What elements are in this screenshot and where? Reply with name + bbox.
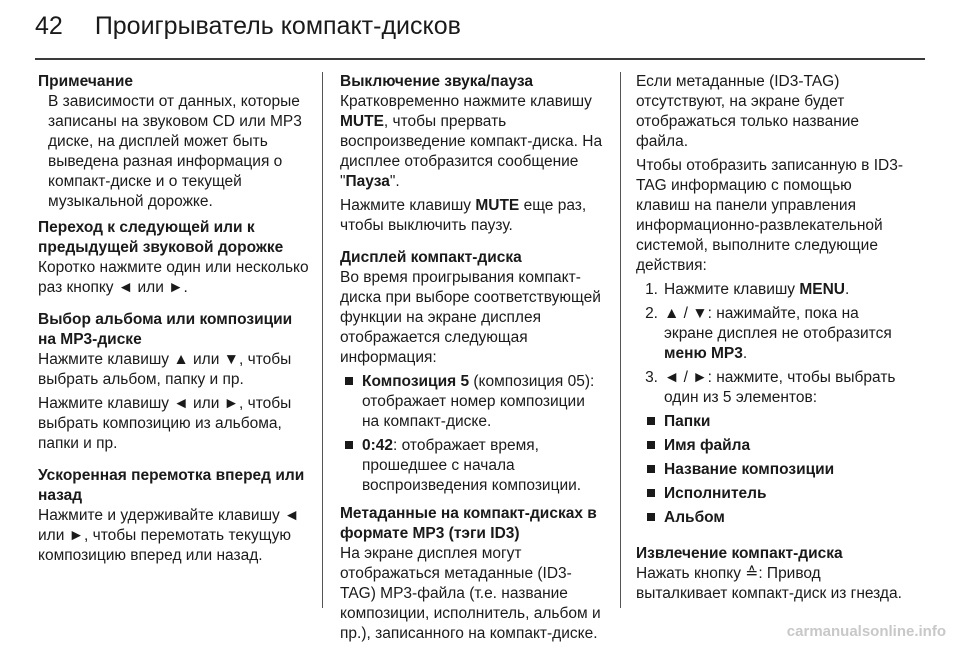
id3-instructions-text: Чтобы отобразить записанную в ID3-TAG информацию с помощью клавиш на панели управления информационно-развлекательной системой, выполните следующие действия: bbox=[636, 157, 903, 274]
note-text: В зависимости от данных, которые записаны на звуковом CD или MP3 диске, на дисплей может быть выведена разная информация о компакт-диске и о текущей музыкальной дорожке. bbox=[48, 93, 302, 210]
bullet-icon bbox=[642, 436, 664, 456]
list-item: Композиция 5 (композиция 05): отображает номер композиции на компакт-диске. bbox=[340, 372, 605, 432]
bullet-icon bbox=[642, 508, 664, 528]
list-item: 0:42: отображает время, прошедшее с начала воспроизведения композиции. bbox=[340, 436, 605, 496]
page-title: Проигрыватель компакт-дисков bbox=[94, 12, 461, 40]
metadata-missing-text: Если метаданные (ID3-TAG) отсутствуют, на экране будет отображаться только название файла. bbox=[636, 73, 860, 150]
metadata-heading: Метаданные на компакт-дисках в формате MP3 (тэги ID3) bbox=[340, 505, 597, 542]
list-item: Альбом bbox=[642, 508, 908, 528]
header-divider bbox=[35, 58, 925, 60]
list-item: Исполнитель bbox=[642, 484, 908, 504]
page-number: 42 bbox=[35, 12, 63, 40]
list-item: Папки bbox=[642, 412, 908, 432]
eject-heading: Извлечение компакт-диска bbox=[636, 545, 843, 562]
note-heading: Примечание bbox=[38, 73, 133, 90]
page-header bbox=[35, 12, 461, 52]
list-item: Имя файла bbox=[642, 436, 908, 456]
mute-paragraph-2: Нажмите клавишу MUTE еще раз, чтобы выключить паузу. bbox=[340, 197, 587, 234]
mute-paragraph-1: Кратковременно нажмите клавишу MUTE, чтобы прервать воспроизведение компакт-диска. На дисплее отобразится сообщение "Пауза". bbox=[340, 93, 603, 190]
next-track-heading: Переход к следующей или к предыдущей звуковой дорожке bbox=[38, 219, 284, 256]
bullet-icon bbox=[642, 484, 664, 504]
fast-forward-heading: Ускоренная перемотка вперед или назад bbox=[38, 467, 305, 504]
column-divider-2 bbox=[620, 72, 621, 608]
album-heading: Выбор альбома или композиции на MP3-диске bbox=[38, 311, 293, 348]
metadata-text: На экране дисплея могут отображаться метаданные (ID3-TAG) MP3-файла (т.е. название композиции, исполнитель, альбом и пр.), записанного на компакт-диске. bbox=[340, 545, 601, 642]
album-text-1: Нажмите клавишу ▲ или ▼, чтобы выбрать альбом, папку и пр. bbox=[38, 351, 292, 388]
bullet-icon bbox=[642, 460, 664, 480]
column-1 bbox=[38, 72, 310, 570]
bullet-icon bbox=[642, 412, 664, 432]
display-text: Во время проигрывания компакт-диска при выборе соответствующей функции на экране дисплея отображается следующая информация: bbox=[340, 269, 601, 366]
column-divider-1 bbox=[322, 72, 323, 608]
list-item: Название композиции bbox=[642, 460, 908, 480]
eject-icon: ≙ bbox=[745, 565, 759, 582]
step-item: 2. ▲ / ▼: нажимайте, пока на экране дисплея не отобразится меню MP3. bbox=[645, 305, 892, 362]
mute-key: MUTE bbox=[340, 113, 384, 130]
bullet-icon bbox=[340, 436, 362, 496]
eject-text: Нажать кнопку ≙: Привод выталкивает компакт-диск из гнезда. bbox=[636, 565, 902, 602]
fast-forward-text: Нажмите и удерживайте клавишу ◄ или ►, чтобы перемотать текущую композицию вперед или назад. bbox=[38, 507, 300, 564]
step-item: 3. ◄ / ►: нажмите, чтобы выбрать один из 5 элементов: bbox=[645, 369, 896, 406]
column-3 bbox=[636, 72, 908, 608]
menu-key: MENU bbox=[799, 281, 845, 298]
display-heading: Дисплей компакт-диска bbox=[340, 249, 522, 266]
watermark: carmanualsonline.info bbox=[786, 623, 946, 640]
mute-heading: Выключение звука/пауза bbox=[340, 73, 533, 90]
bullet-icon bbox=[340, 372, 362, 432]
column-2 bbox=[340, 72, 605, 648]
mp3-menu-label: меню MP3 bbox=[664, 345, 743, 362]
mute-key: MUTE bbox=[475, 197, 520, 214]
pause-message: Пауза bbox=[345, 173, 390, 190]
album-text-2: Нажмите клавишу ◄ или ►, чтобы выбрать композицию из альбома, папки и пр. bbox=[38, 395, 292, 452]
step-item: 1. Нажмите клавишу MENU. bbox=[645, 281, 850, 298]
next-track-text: Коротко нажмите один или несколько раз кнопку ◄ или ►. bbox=[38, 259, 309, 296]
